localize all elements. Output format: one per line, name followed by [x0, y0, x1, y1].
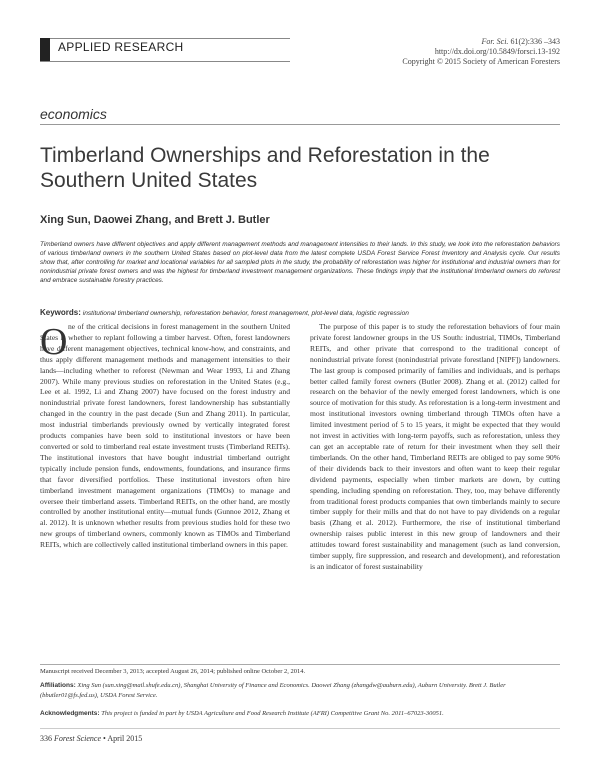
footer-date: • April 2015 [103, 734, 143, 743]
section-rule [40, 124, 560, 125]
paragraph: ne of the critical decisions in forest management in the southern United States is whether to replant following a timber harvest. Often, forest landowners have different management objectives, technical know-how, and constraints, and thus apply different management methods and management intensities to their lands—including whether to reforest (Newman and Wear 1993, Li and Zhang 2007). While many previous studies on reforestation in the United States (e.g., Lee et al. 1992, Li and Zhang 2007) have focused on the forest industry and nonindustrial private forest landowners, forest landownership has substantially changed in the country in the past decade (Sun and Zhang 2011). In particular, most industrial timberlands previously owned by vertically integrated forest products companies have been sold to institutional investors or have been converted or sold to timberland real estate investment trusts (Timberland REITs). The institutional investors that have bought industrial timberland outright typically include pension funds, endowments, foundations, and insurance firms that favor diversified portfolios. These institutional investors often hire timberland investment management organizations (TIMOs) to manage and oversee their timberland assets. Timberland REITs, on the other hand, are mostly controlled by another institutional entity—mutual funds (Gunnoe 2012, Zhang et al. 2012). It is unknown whether results from previous studies hold for these two new groups of timberland owners, commonly known as TIMOs and Timberland REITs, which are collectively called institutional timberland owners in this paper. [40, 322, 290, 550]
abstract: Timberland owners have different objectives and apply different management methods and management intensities to their lands. In this study, we look into the reforestation behaviors of various timberland owners in the southern United States based on plot-level data from the latest complete USDA Forest Service Forest Inventory and Analysis cycle. Our results show that, after controlling for market and locational variables for all sampled plots in the study, the probability of reforestation was higher for institutional and industrial owners than for nonindustrial private forest owners and was the highest for timberland investment management organizations. These findings imply that the institutional timberland owners do reforest and embrace sustainable forestry practices. [40, 241, 560, 285]
footer-rule [40, 728, 560, 729]
keywords-value: institutional timberland ownership, reforestation behavior, forest management, plot-level data, logistic regression [82, 310, 409, 317]
doi-link[interactable]: http://dx.doi.org/10.5849/forsci.13-192 [434, 47, 560, 56]
article-title: Timberland Ownerships and Reforestation in the Southern United States [40, 144, 490, 192]
page-footer [40, 734, 142, 743]
drop-cap: O [40, 321, 68, 363]
affiliations-text: Xing Sun (sun.xing@mail.shufe.edu.cn), Shanghai University of Finance and Economics. Daowei Zhang (zhangdw@auburn.edu), Auburn University. Brett J. Butler (bbutler01@fs.fed.us), USDA Forest Service. [40, 682, 506, 699]
section-badge-label: APPLIED RESEARCH [58, 40, 184, 54]
journal-abbrev: For. Sci. [481, 37, 509, 46]
affiliations-label: Affiliations: [40, 682, 76, 689]
authors: Xing Sun, Daowei Zhang, and Brett J. Butler [40, 214, 270, 226]
keywords-label: Keywords: [40, 308, 81, 317]
affiliations [40, 681, 560, 701]
acknowledgments-text: This project is funded in part by USDA Agriculture and Food Research Institute (AFRI) Competitive Grant No. 2011–67023-30051. [101, 710, 444, 717]
body-column-right [310, 322, 560, 573]
section-heading: economics [40, 106, 107, 122]
body-column-left [40, 322, 290, 551]
citation-block [402, 37, 560, 67]
page-number: 336 [40, 734, 52, 743]
section-badge-bar [40, 38, 50, 61]
footer-journal: Forest Science [54, 734, 102, 743]
acknowledgments-label: Acknowledgments: [40, 710, 100, 717]
copyright: Copyright © 2015 Society of American Foresters [402, 57, 560, 66]
volume-pages: 61(2):336 –343 [510, 37, 560, 46]
keywords [40, 308, 560, 317]
paragraph: The purpose of this paper is to study the reforestation behaviors of four main private forest landowner groups in the US South: industrial, TIMOs, Timberland REITs, and other private that correspond to the traditional concept of nonindustrial private forest (nonindustrial private forestland [NIPF]) landowners. The last group is composed primarily of families and individuals, and is perhaps better called family forest owners (Butler 2008). Zhang et al. (2012) called for research on the behavior of the newly emerged forest landowners, which is one source of motivation for this study. As reforestation is a long-term investment and most institutional investors owning timberland through TIMOs often have a limited investment period of 5 to 15 years, it might be expected that they would not invest in activities with long-term payoffs, such as reforestation, unless they can get an acceptable rate of return for their investment when they sell their timberlands. On the other hand, Timberland REITs are obliged to pay some 90% of their dividends back to their investors and often want to keep their regular dividend payments, especially when timber markets are down, by cutting spending, including spending on reforestation. They, too, may behave differently from traditional forest products companies that own timberlands mainly to secure timber supply for their mills and that do not have to pay dividends on a regular basis (Zhang et al. 2012). Furthermore, the rise of institutional timberland ownership raises public interest in this new group of landowners and their attitudes toward forest sustainability and management (such as land conversion, timber supply, fire suppression, and research and development), and reforestation is an indicator of forest sustainability [310, 322, 560, 571]
received-dates: Manuscript received December 3, 2013; accepted August 26, 2014; published online October 2, 2014. [40, 668, 306, 675]
citation-line [402, 37, 560, 47]
notes-rule [40, 664, 560, 665]
acknowledgments [40, 710, 560, 717]
